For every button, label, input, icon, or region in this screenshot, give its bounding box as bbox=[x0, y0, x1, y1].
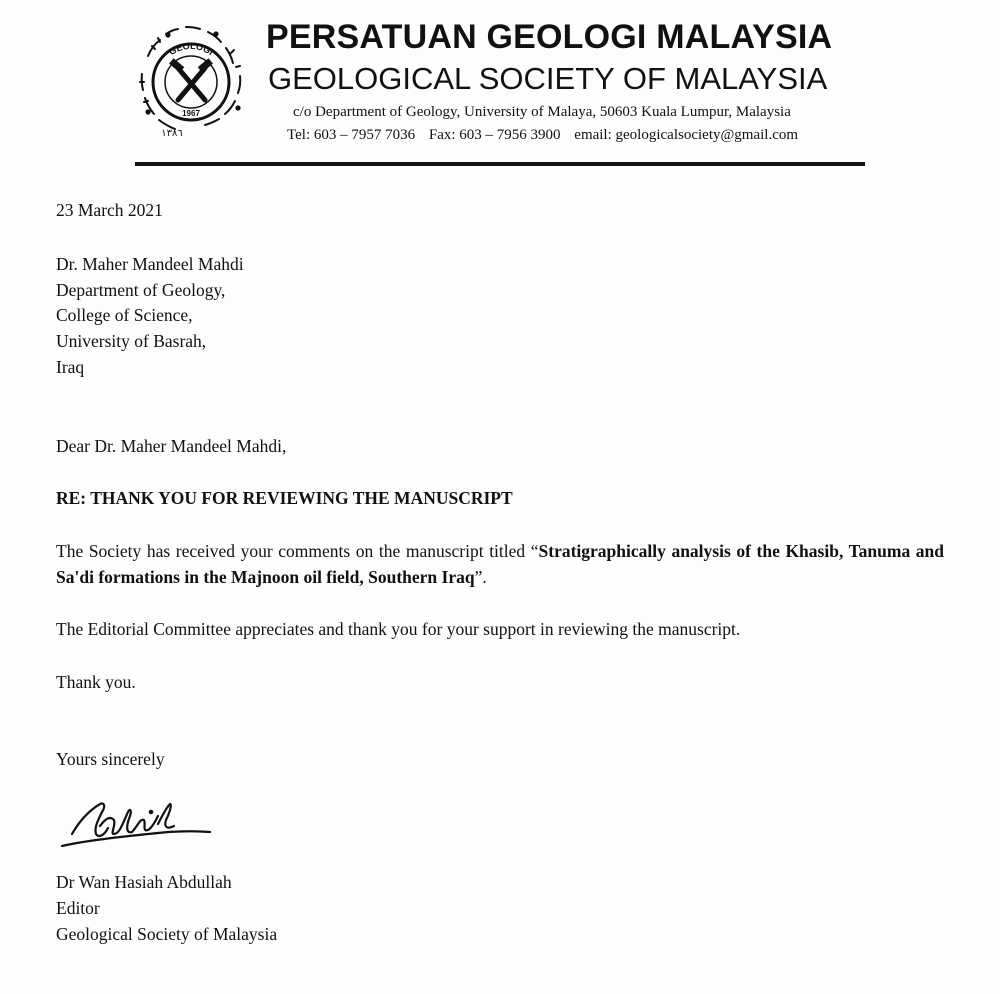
handwritten-signature-icon bbox=[58, 790, 218, 852]
body-1-outro: ”. bbox=[474, 567, 487, 587]
subject-line: RE: THANK YOU FOR REVIEWING THE MANUSCRIPT bbox=[56, 488, 513, 508]
org-name-english: GEOLOGICAL SOCIETY OF MALAYSIA bbox=[268, 61, 828, 96]
recipient-line-university: University of Basrah, bbox=[56, 331, 207, 351]
svg-text:١٣٨٦: ١٣٨٦ bbox=[161, 128, 183, 139]
signatory-title: Editor bbox=[56, 898, 100, 918]
letterhead-divider bbox=[135, 162, 865, 166]
signatory-name: Dr Wan Hasiah Abdullah bbox=[56, 872, 232, 892]
recipient-line-country: Iraq bbox=[56, 357, 85, 377]
signatory-organization: Geological Society of Malaysia bbox=[56, 924, 278, 944]
salutation: Dear Dr. Maher Mandeel Mahdi, bbox=[56, 436, 287, 456]
svg-text:1967: 1967 bbox=[182, 109, 200, 118]
closing-line: Yours sincerely bbox=[56, 749, 165, 769]
body-paragraph-2: The Editorial Committee appreciates and thank you for your support in reviewing the manuscript. bbox=[56, 619, 741, 639]
body-paragraph-1 bbox=[56, 538, 944, 590]
letter-date: 23 March 2021 bbox=[56, 200, 163, 220]
org-fax: Fax: 603 – 7956 3900 bbox=[428, 127, 561, 143]
org-contacts bbox=[287, 127, 808, 144]
org-email: email: geologicalsociety@gmail.com bbox=[574, 127, 799, 143]
recipient-line-department: Department of Geology, bbox=[56, 280, 226, 300]
recipient-line-college: College of Science, bbox=[56, 305, 193, 325]
org-tel: Tel: 603 – 7957 7036 bbox=[287, 127, 416, 143]
svg-text:GEOLOGI: GEOLOGI bbox=[167, 40, 216, 58]
manuscript-title: Stratigraphically analysis of the Khasib, Tanuma and Sa'di formations in the Majnoon oil field, Southern Iraq bbox=[56, 541, 944, 587]
society-logo-icon bbox=[128, 16, 254, 142]
recipient-line-name: Dr. Maher Mandeel Mahdi bbox=[56, 254, 244, 274]
body-1-intro: The Society has received your comments on the manuscript titled “ bbox=[56, 541, 539, 561]
thanks-line: Thank you. bbox=[56, 672, 136, 692]
org-address: c/o Department of Geology, University of Malaya, 50603 Kuala Lumpur, Malaysia bbox=[293, 104, 791, 120]
org-name-malay: PERSATUAN GEOLOGI MALAYSIA bbox=[266, 18, 833, 56]
